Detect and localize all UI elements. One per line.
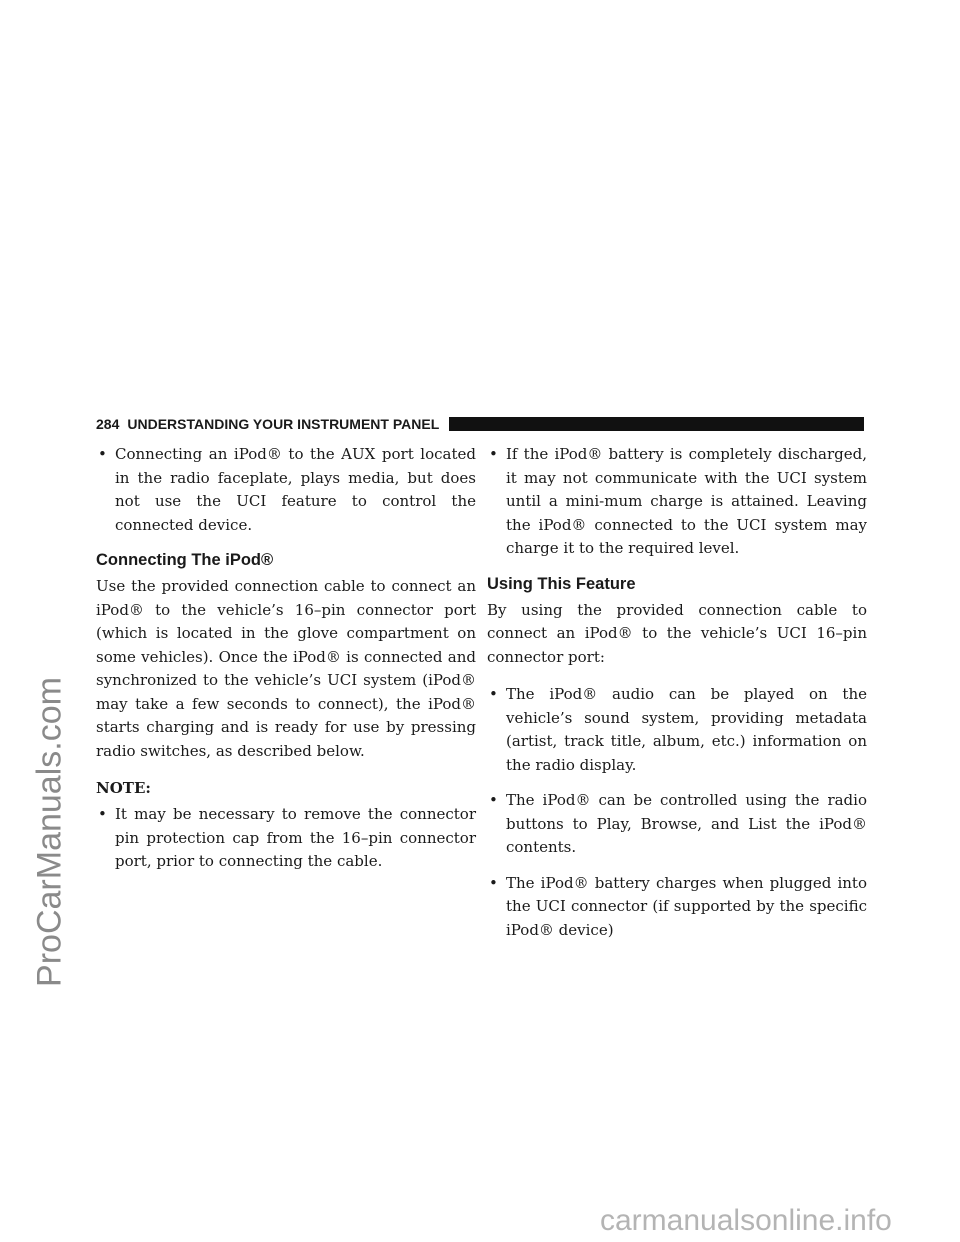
- note-label: NOTE:: [96, 779, 151, 797]
- header-rule: [449, 417, 864, 431]
- list-item: [487, 872, 867, 943]
- list-item: [487, 683, 867, 777]
- list-item: [487, 443, 867, 561]
- bullet-icon: •: [489, 685, 498, 703]
- bullet-icon: •: [98, 445, 107, 463]
- list-item: [96, 803, 476, 874]
- side-watermark: ProCarManuals.com: [30, 677, 69, 987]
- list-item-text: The iPod® audio can be played on the vehicle’s sound system, providing metadata (artist, track title, album, etc.) information on the radio display.: [506, 685, 867, 774]
- list-item-text: Connecting an iPod® to the AUX port located in the radio faceplate, plays media, but does not use the UCI feature to control the connected device.: [115, 445, 476, 534]
- right-column: [487, 443, 867, 954]
- left-column: [96, 443, 476, 886]
- section-title: UNDERSTANDING YOUR INSTRUMENT PANEL: [127, 416, 440, 432]
- body-paragraph: Use the provided connection cable to connect an iPod® to the vehicle’s 16–pin connector port (which is located in the glove compartment on some vehicles). Once the iPod® is connected and synchronized to the vehicle’s UCI system (iPod® may take a few seconds to connect), the iPod® starts charging and is ready for use by pressing radio switches, as described below.: [96, 577, 476, 760]
- list-item: [96, 443, 476, 537]
- bullet-icon: •: [98, 805, 107, 823]
- body-paragraph: By using the provided connection cable to connect an iPod® to the vehicle’s UCI 16–pin connector port:: [487, 600, 867, 666]
- list-item: [487, 789, 867, 860]
- page-header: [96, 415, 864, 433]
- list-item-text: The iPod® battery charges when plugged into the UCI connector (if supported by the specific iPod® device): [506, 873, 867, 939]
- list-item-text: If the iPod® battery is completely discharged, it may not communicate with the UCI system until a mini-mum charge is attained. Leaving the iPod® connected to the UCI system may charge it to the required level.: [506, 445, 867, 557]
- bullet-icon: •: [489, 873, 498, 892]
- bullet-icon: •: [489, 791, 498, 809]
- bullet-icon: •: [489, 445, 498, 463]
- list-item-text: The iPod® can be controlled using the radio buttons to Play, Browse, and List the iPod® contents.: [506, 791, 867, 856]
- bottom-watermark: carmanualsonline.info: [600, 1204, 892, 1237]
- section-heading: Using This Feature: [487, 574, 636, 593]
- page-number: 284: [96, 416, 120, 432]
- section-heading: Connecting The iPod®: [96, 551, 274, 569]
- list-item-text: It may be necessary to remove the connector pin protection cap from the 16–pin connector port, prior to connecting the cable.: [115, 805, 476, 870]
